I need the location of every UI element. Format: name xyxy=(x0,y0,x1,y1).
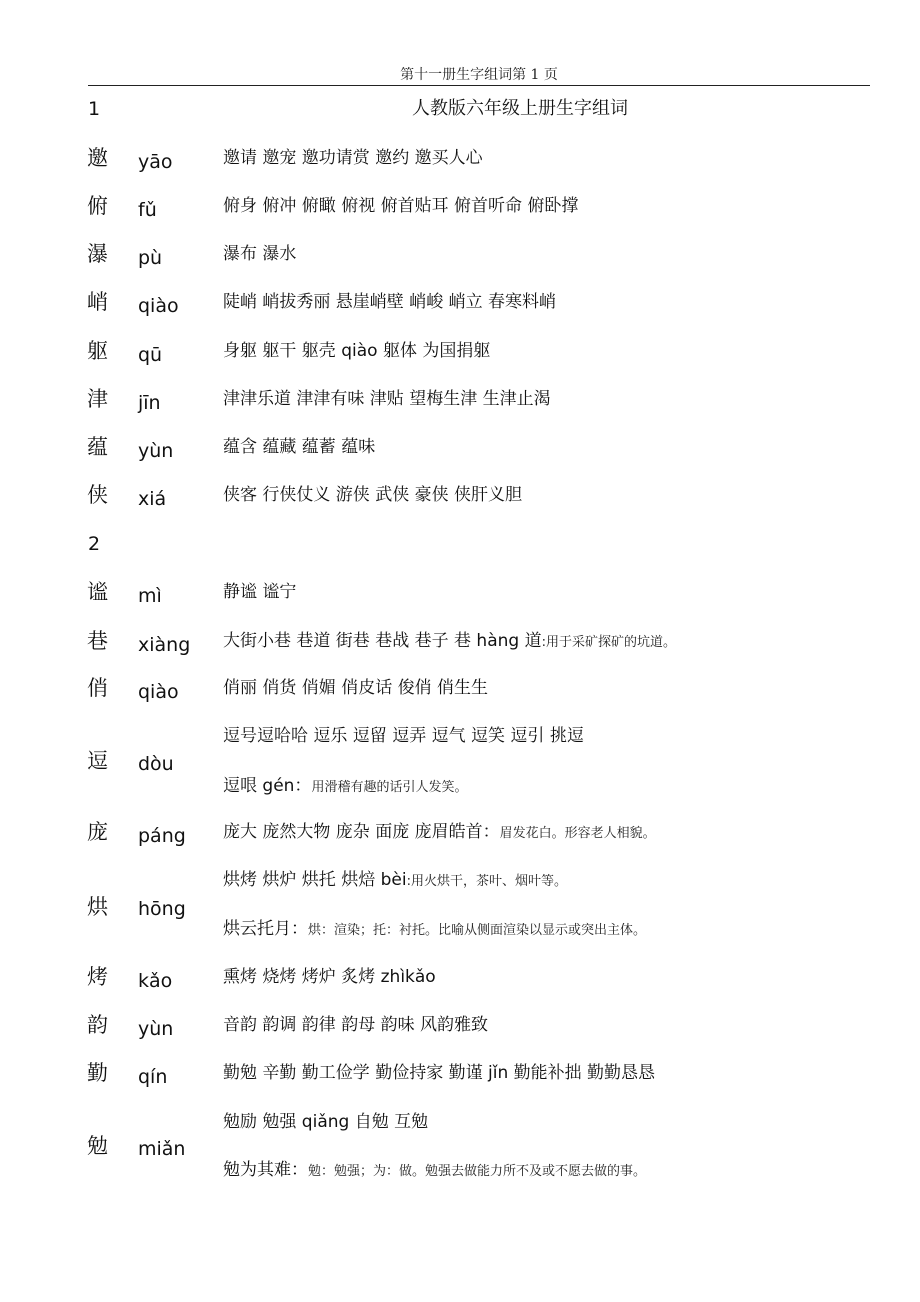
entry-pinyin: hōng xyxy=(138,898,186,920)
entry-pinyin: qiào xyxy=(138,681,179,703)
page-header: 第十一册生字组词第 1 页 xyxy=(400,67,558,83)
entry-pinyin: yùn xyxy=(138,1018,174,1040)
entry-words: 蕴含 蕴藏 蕴蓄 蕴味 xyxy=(223,437,376,457)
entry-words: 逗号逗哈哈 逗乐 逗留 逗弄 逗气 逗笑 逗引 挑逗 xyxy=(223,726,584,746)
entry-pinyin: yāo xyxy=(138,151,173,173)
entry-character: 巷 xyxy=(87,629,108,653)
entry-pinyin: yùn xyxy=(138,440,174,462)
entry-words-text: 大街小巷 巷道 街巷 巷战 巷子 巷 hàng 道 xyxy=(223,631,542,651)
entry-pinyin: qū xyxy=(138,344,163,366)
entry-note: 勉：勉强；为：做。勉强去做能力所不及或不愿去做的事。 xyxy=(308,1164,647,1179)
entry-words: 身躯 躯干 躯壳 qiào 躯体 为国捐躯 xyxy=(223,341,491,361)
entry-character: 躯 xyxy=(87,339,108,363)
entry-character: 烤 xyxy=(87,965,108,989)
entry-words-text: 庞大 庞然大物 庞杂 面庞 庞眉皓首： xyxy=(223,822,500,842)
entry-pinyin: xiàng xyxy=(138,634,191,656)
entry-character: 勤 xyxy=(87,1061,108,1085)
entry-character: 俏 xyxy=(87,676,108,700)
entry-words: 熏烤 烧烤 烤炉 炙烤 zhìkǎo xyxy=(223,967,436,987)
entry-words: 瀑布 瀑水 xyxy=(223,244,297,264)
entry-words: 俏丽 俏货 俏媚 俏皮话 俊俏 俏生生 xyxy=(223,678,489,698)
entry-pinyin: kǎo xyxy=(138,970,173,992)
section-number: 1 xyxy=(88,98,101,120)
entry-character: 侠 xyxy=(87,483,108,507)
entry-pinyin: miǎn xyxy=(138,1138,186,1160)
entry-pinyin: qín xyxy=(138,1066,168,1088)
entry-pinyin: mì xyxy=(138,585,162,607)
entry-note: :用火烘干，茶叶、烟叶等。 xyxy=(406,874,567,889)
entry-words: 陡峭 峭拔秀丽 悬崖峭壁 峭峻 峭立 春寒料峭 xyxy=(223,292,557,312)
entry-character: 逗 xyxy=(87,749,108,773)
entry-words xyxy=(223,865,883,897)
entry-note: 用滑稽有趣的话引人发笑。 xyxy=(311,780,468,795)
entry-pinyin: fǔ xyxy=(138,199,157,221)
entry-words-line2 xyxy=(223,771,883,803)
entry-words: 静谧 谧宁 xyxy=(223,582,297,602)
entry-words-text: 勉为其难： xyxy=(223,1160,308,1180)
entry-pinyin: qiào xyxy=(138,295,179,317)
entry-words xyxy=(223,626,883,658)
entry-words xyxy=(223,817,883,849)
entry-character: 邀 xyxy=(87,146,108,170)
entry-pinyin: páng xyxy=(138,825,186,847)
entry-pinyin: dòu xyxy=(138,753,174,775)
entry-character: 勉 xyxy=(87,1134,108,1158)
entry-words-text: 烘烤 烘炉 烘托 烘焙 bèi xyxy=(223,870,407,890)
entry-note: 眉发花白。形容老人相貌。 xyxy=(499,826,656,841)
document-title: 人教版六年级上册生字组词 xyxy=(412,98,628,119)
entry-words-line2 xyxy=(223,1155,883,1187)
entry-character: 韵 xyxy=(87,1013,108,1037)
entry-character: 谧 xyxy=(87,580,108,604)
entry-pinyin: xiá xyxy=(138,488,167,510)
entry-character: 峭 xyxy=(87,290,108,314)
entry-words: 邀请 邀宠 邀功请赏 邀约 邀买人心 xyxy=(223,148,483,168)
entry-character: 津 xyxy=(87,387,108,411)
entry-words-line2 xyxy=(223,914,883,946)
entry-words: 勉励 勉强 qiǎng 自勉 互勉 xyxy=(223,1112,429,1132)
header-rule xyxy=(88,85,870,86)
entry-character: 瀑 xyxy=(87,242,108,266)
entry-words-text: 烘云托月： xyxy=(223,919,308,939)
entry-words: 俯身 俯冲 俯瞰 俯视 俯首贴耳 俯首听命 俯卧撑 xyxy=(223,196,579,216)
entry-character: 俯 xyxy=(87,194,108,218)
entry-note: 烘：渲染；托：衬托。比喻从侧面渲染以显示或突出主体。 xyxy=(308,923,647,938)
entry-words: 勤勉 辛勤 勤工俭学 勤俭持家 勤谨 jǐn 勤能补拙 勤勤恳恳 xyxy=(223,1063,656,1083)
entry-words: 津津乐道 津津有味 津贴 望梅生津 生津止渴 xyxy=(223,389,551,409)
entry-note: :用于采矿探矿的坑道。 xyxy=(541,635,676,650)
entry-pinyin: pù xyxy=(138,247,163,269)
entry-character: 烘 xyxy=(87,895,108,919)
entry-pinyin: jīn xyxy=(138,392,161,414)
entry-words: 侠客 行侠仗义 游侠 武侠 豪侠 侠肝义胆 xyxy=(223,485,523,505)
entry-character: 庞 xyxy=(87,820,108,844)
entry-words-text: 逗哏 gén： xyxy=(223,776,312,796)
entry-words: 音韵 韵调 韵律 韵母 韵味 风韵雅致 xyxy=(223,1015,489,1035)
section-number: 2 xyxy=(88,533,101,555)
entry-character: 蕴 xyxy=(87,435,108,459)
